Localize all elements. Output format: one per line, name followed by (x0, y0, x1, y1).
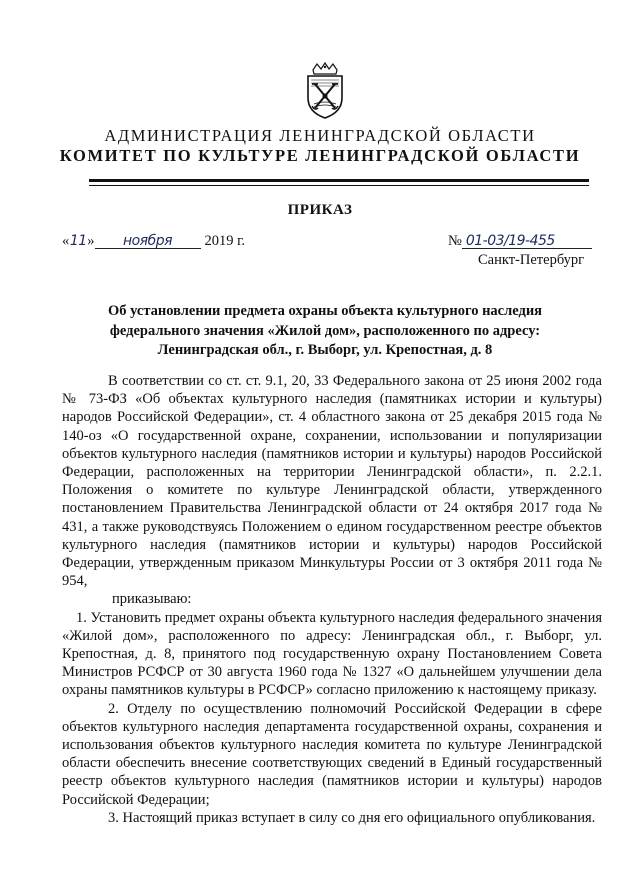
date-open-quote: « (62, 233, 70, 249)
order-item-2: 2. Отделу по осуществлению полномочий Российской Федерации в сфере объектов культурного наследия департамента государственной охраны, сохранения и использования объектов культурного наследия комитета по культуре Ленинградской области обеспечить внесение соответствующих сведений в Единый государственный реестр объектов культурного наследия (памятников истории и культуры) народов Российской Федерации; (62, 700, 602, 808)
subject-line: федерального значения «Жилой дом», расположенного по адресу: (109, 322, 541, 339)
document-title: ПРИКАЗ (287, 202, 353, 218)
order-word: приказываю: (112, 591, 192, 608)
document-city: Санкт-Петербург (478, 252, 585, 268)
preamble-paragraph: В соответствии со ст. ст. 9.1, 20, 33 Федерального закона от 25 июня 2002 года № 73-ФЗ «Об объектах культурного наследия (памятниках истории и культуры) народов Российской Федерации», ст. 4 областного закона от 25 декабря 2015 года № 140-оз «О государственной охране, сохранении, использовании и популяризации объектов культурного наследия (памятников истории и культуры) народов Российской Федерации, расположенных на территории Ленинградской области», п. 2.2.1. Положения о комитете по культуре Ленинградской области, утвержденного постановлением Правительства Ленинградской области от 24 октября 2017 года № 431, а также руководствуясь Положением о едином государственном реестре объектов культурного наследия (памятников истории и культуры) народов Российской Федерации, утвержденным приказом Минкультуры России от 3 октября 2011 года № 954, (62, 373, 602, 590)
date-close-quote: » (87, 233, 95, 249)
subject-line: Об установлении предмета охраны объекта культурного наследия (107, 303, 543, 319)
document-subject (90, 302, 560, 361)
date-month-handwritten: ноября (95, 234, 201, 249)
header-rule-thin (89, 185, 589, 186)
organization-name: АДМИНИСТРАЦИЯ ЛЕНИНГРАДСКОЙ ОБЛАСТИ (104, 126, 536, 145)
order-item-1: 1. Установить предмет охраны объекта культурного наследия федерального значения «Жилой дом», расположенного по адресу: Ленинградская обл., г. Выборг, ул. Крепостная, д. 8, принятого под государственную охрану Постановлением Совета Министров РСФСР от 30 августа 1960 года № 1327 «О дальнейшем улучшении дела охраны памятников культуры в РСФСР» согласно приложению к настоящему приказу. (62, 609, 602, 699)
subject-line: Ленинградская обл., г. Выборг, ул. Крепостная, д. 8 (157, 342, 493, 358)
coat-of-arms-icon (303, 62, 347, 120)
order-item-3: 3. Настоящий приказ вступает в силу со дня его официального опубликования. (108, 809, 596, 826)
document-number (448, 233, 592, 250)
committee-name: КОМИТЕТ ПО КУЛЬТУРЕ ЛЕНИНГРАДСКОЙ ОБЛАСТИ (59, 146, 581, 165)
number-prefix: № (448, 233, 462, 249)
date-day-handwritten: 11 (69, 233, 87, 249)
header-rule-thick (89, 179, 589, 182)
document-date (62, 233, 245, 250)
date-year: 2019 г. (204, 233, 246, 249)
document-body (62, 372, 602, 827)
number-handwritten: 01-03/19-455 (462, 234, 592, 249)
